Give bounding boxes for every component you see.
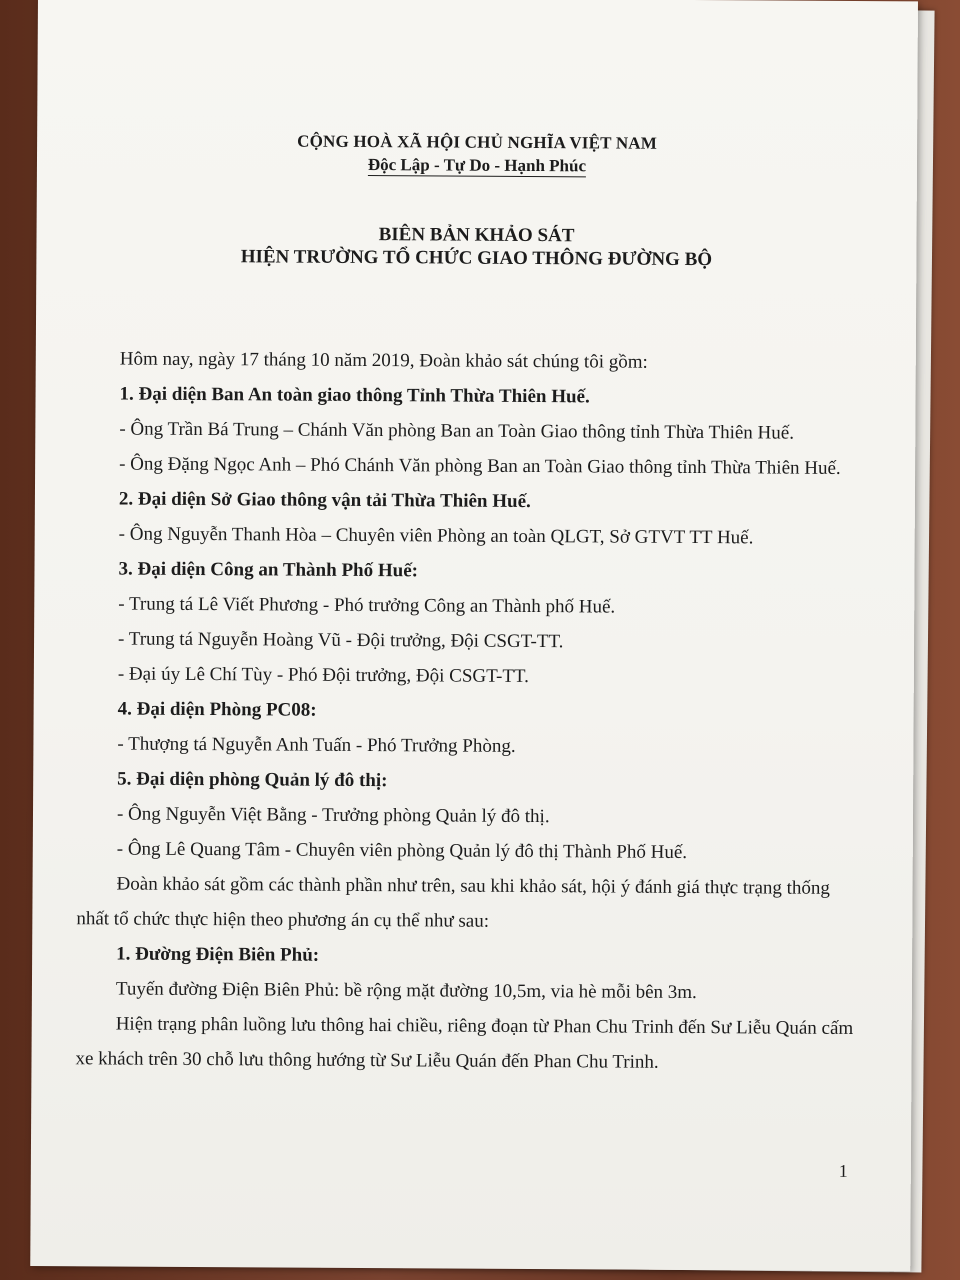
- page-number: 1: [838, 1160, 848, 1181]
- list-item: - Ông Nguyễn Việt Bằng - Trưởng phòng Quản lý đô thị.: [116, 803, 550, 828]
- document-body: [75, 341, 869, 1081]
- motto-text: Độc Lập - Tự Do - Hạnh Phúc: [367, 155, 587, 176]
- section-heading-2: 2. Đại diện Sở Giao thông vận tải Thừa Thiên Huế.: [118, 488, 531, 513]
- list-item: - Ông Nguyễn Thanh Hòa – Chuyên viên Phòng an toàn QLGT, Sở GTVT TT Huế.: [118, 523, 754, 549]
- document-title-line1: BIÊN BẢN KHẢO SÁT: [378, 224, 575, 247]
- list-item: - Ông Lê Quang Tâm - Chuyên viên phòng Quản lý đô thị Thành Phố Huế.: [116, 838, 688, 863]
- summary-paragraph: Đoàn khảo sát gồm các thành phần như trên, sau khi khảo sát, hội ý đánh giá thực trạng thống nhất tổ chức thực hiện theo phương án cụ thể như sau:: [76, 873, 831, 932]
- road-heading-1: 1. Đường Điện Biên Phủ:: [116, 943, 320, 966]
- national-motto: [37, 153, 917, 178]
- intro-paragraph: Hôm nay, ngày 17 tháng 10 năm 2019, Đoàn khảo sát chúng tôi gồm:: [119, 348, 648, 373]
- document-title-line2: HIỆN TRƯỜNG TỔ CHỨC GIAO THÔNG ĐƯỜNG BỘ: [240, 246, 713, 271]
- document-page: [30, 0, 918, 1271]
- list-item: - Đại úy Lê Chí Tùy - Phó Đội trưởng, Đội CSGT-TT.: [117, 663, 529, 688]
- road-paragraph: Hiện trạng phân luồng lưu thông hai chiều, riêng đoạn từ Phan Chu Trinh đến Sư Liễu Quán cấm xe khách trên 30 chỗ lưu thông hướng từ Sư Liễu Quán đến Phan Chu Trinh.: [75, 1013, 854, 1073]
- list-item: - Trung tá Lê Viết Phương - Phó trưởng Công an Thành phố Huế.: [118, 593, 616, 618]
- list-item: - Trung tá Nguyễn Hoàng Vũ - Đội trưởng, Đội CSGT-TT.: [118, 628, 564, 653]
- list-item: - Thượng tá Nguyễn Anh Tuấn - Phó Trưởng Phòng.: [117, 733, 516, 757]
- section-heading-4: 4. Đại diện Phòng PC08:: [117, 698, 317, 721]
- list-item: - Ông Đặng Ngọc Anh – Phó Chánh Văn phòng Ban an Toàn Giao thông tỉnh Thừa Thiên Huế.: [119, 453, 841, 479]
- national-title: CỘNG HOÀ XÃ HỘI CHỦ NGHĨA VIỆT NAM: [297, 131, 658, 153]
- section-heading-1: 1. Đại diện Ban An toàn giao thông Tỉnh Thừa Thiên Huế.: [119, 383, 590, 408]
- section-heading-3: 3. Đại diện Công an Thành Phố Huế:: [118, 558, 419, 582]
- road-paragraph: Tuyến đường Điện Biên Phủ: bề rộng mặt đường 10,5m, via hè mỗi bên 3m.: [115, 978, 697, 1004]
- section-heading-5: 5. Đại diện phòng Quản lý đô thị:: [117, 768, 388, 792]
- list-item: - Ông Trần Bá Trung – Chánh Văn phòng Ban an Toàn Giao thông tỉnh Thừa Thiên Huế.: [119, 418, 795, 444]
